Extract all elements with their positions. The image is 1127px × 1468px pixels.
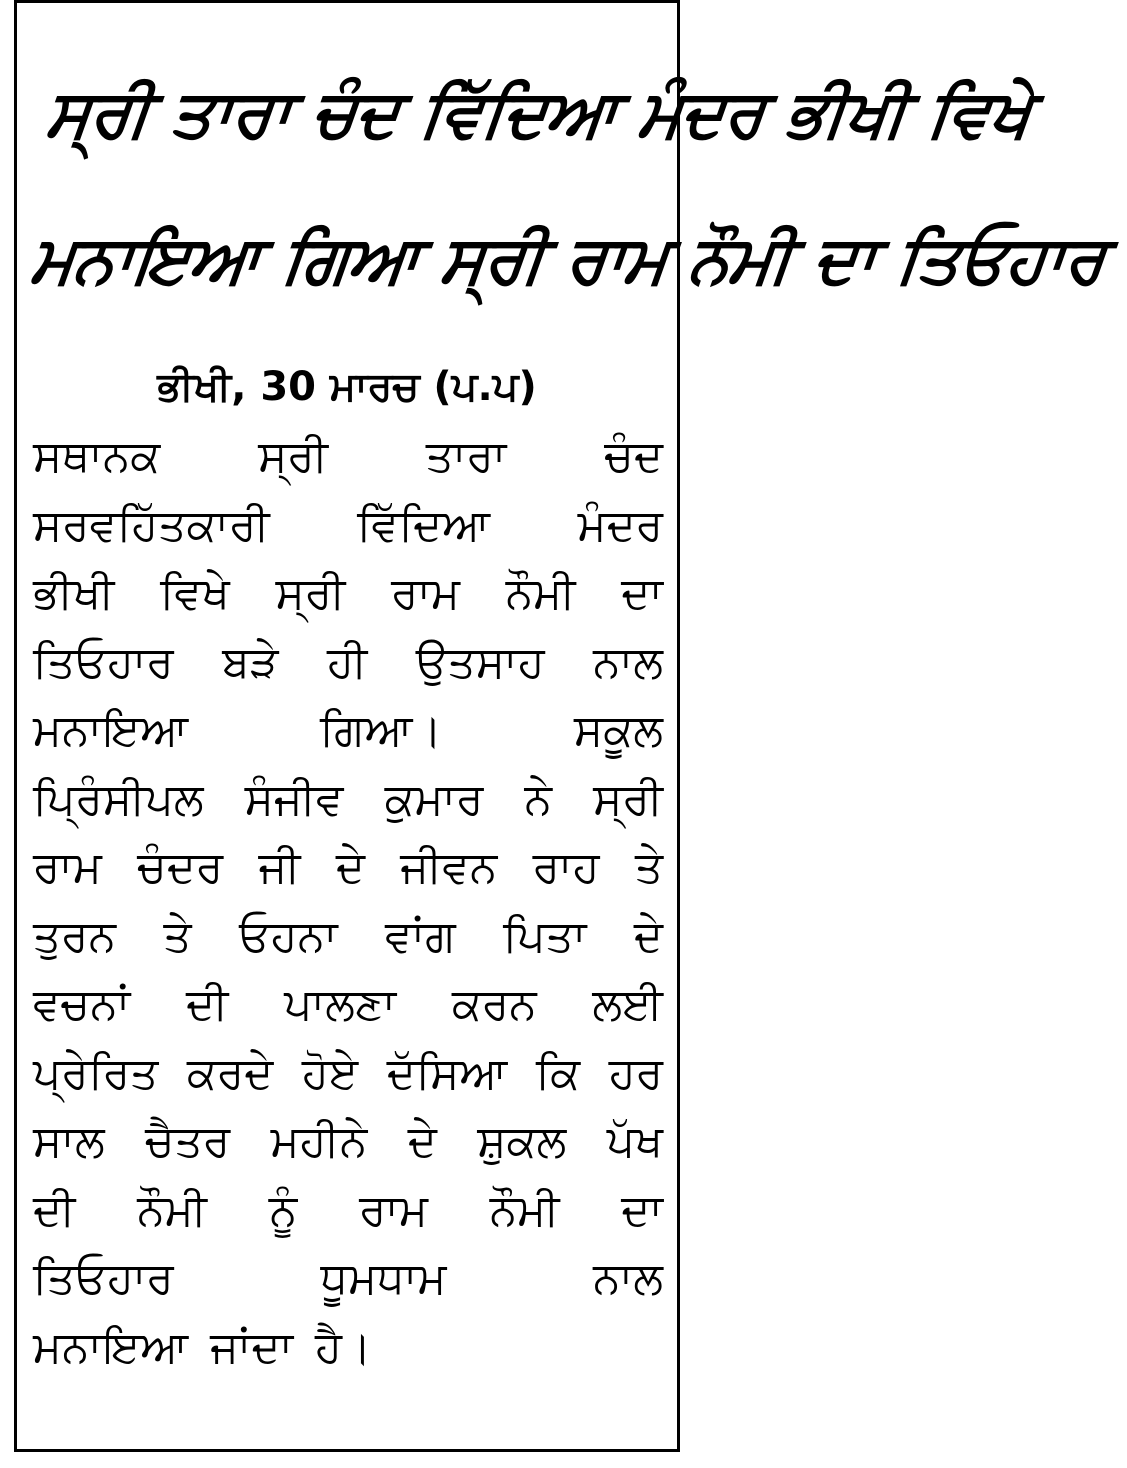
body-line-7: ਰਾਮ ਚੰਦਰ ਜੀ ਦੇ ਜੀਵਨ ਰਾਹ ਤੇ xyxy=(33,842,663,893)
body-line-10: ਪ੍ਰੇਰਿਤ ਕਰਦੇ ਹੋਏ ਦੱਸਿਆ ਕਿ ਹਰ xyxy=(33,1047,663,1099)
dateline: ਭੀਖੀ, 30 ਮਾਰਚ (ਪ.ਪ) xyxy=(157,364,537,410)
body-line-13: ਤਿਓਹਾਰ ਧੂਮਧਾਮ ਨਾਲ xyxy=(33,1253,663,1304)
body-line-9: ਵਚਨਾਂ ਦੀ ਪਾਲਣਾ ਕਰਨ ਲਈ xyxy=(33,979,663,1030)
news-clipping xyxy=(14,0,1109,1452)
headline-line-2: ਮਨਾਇਆ ਗਿਆ ਸ੍ਰੀ ਰਾਮ ਨੌਮੀ ਦਾ ਤਿਓਹਾਰ xyxy=(27,221,1109,298)
body-line-2: ਸਰਵਹਿੱਤਕਾਰੀ ਵਿੱਦਿਆ ਮੰਦਰ xyxy=(33,499,663,551)
headline-line-1: ਸ੍ਰੀ ਤਾਰਾ ਚੰਦ ਵਿੱਦਿਆ ਮੰਦਰ ਭੀਖੀ ਵਿਖੇ xyxy=(42,75,1035,152)
body-line-3: ਭੀਖੀ ਵਿਖੇ ਸ੍ਰੀ ਰਾਮ ਨੌਮੀ ਦਾ xyxy=(33,568,663,619)
article-body xyxy=(33,423,663,1382)
body-line-11: ਸਾਲ ਚੈਤਰ ਮਹੀਨੇ ਦੇ ਸ਼ੁਕਲ ਪੱਖ xyxy=(33,1116,663,1167)
body-line-1: ਸਥਾਨਕ ਸ੍ਰੀ ਤਾਰਾ ਚੰਦ xyxy=(33,431,663,482)
body-line-14: ਮਨਾਇਆ ਜਾਂਦਾ ਹੈ। xyxy=(33,1321,372,1373)
headline xyxy=(24,41,1109,333)
body-line-8: ਤੁਰਨ ਤੇ ਓਹਨਾ ਵਾਂਗ ਪਿਤਾ ਦੇ xyxy=(33,910,663,962)
body-line-5: ਮਨਾਇਆ ਗਿਆ। ਸਕੂਲ xyxy=(33,705,663,756)
body-line-6: ਪ੍ਰਿੰਸੀਪਲ ਸੰਜੀਵ ਕੁਮਾਰ ਨੇ ਸ੍ਰੀ xyxy=(33,773,663,825)
body-line-12: ਦੀ ਨੌਮੀ ਨੂੰ ਰਾਮ ਨੌਮੀ ਦਾ xyxy=(33,1184,663,1236)
body-line-4: ਤਿਓਹਾਰ ਬੜੇ ਹੀ ਉਤਸਾਹ ਨਾਲ xyxy=(33,636,663,688)
